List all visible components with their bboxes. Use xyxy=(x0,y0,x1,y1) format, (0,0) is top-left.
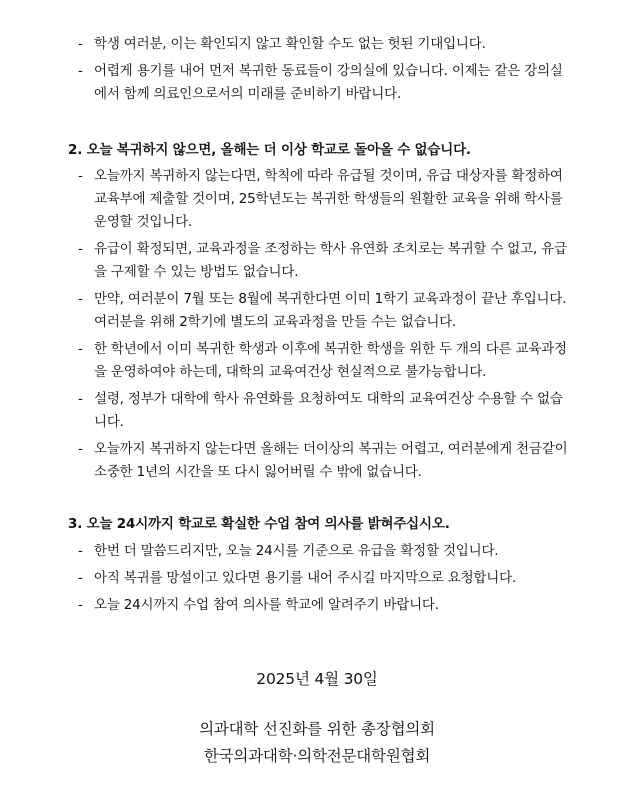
section-3-heading: 3. 오늘 24시까지 학교로 확실한 수업 참여 의사를 밝혀주십시오. xyxy=(68,516,450,532)
bullet-dash: - xyxy=(78,391,83,407)
bullet-text: 한 학년에서 이미 복귀한 학생과 이후에 복귀한 학생을 위한 두 개의 다른 교육과정을 운영하여야 하는데, 대학의 교육여건상 현실적으로 불가능합니다. xyxy=(94,341,567,380)
bullet-text: 어렵게 용기를 내어 먼저 복귀한 동료들이 강의실에 있습니다. 이제는 같은 강의실에서 함께 의료인으로서의 미래를 준비하기 바랍니다. xyxy=(94,63,563,102)
section-2-bullet-item xyxy=(0,165,634,234)
bullet-dash: - xyxy=(78,543,83,559)
section-3-bullet-item xyxy=(0,594,634,617)
intro-bullet-item xyxy=(0,33,634,56)
bullet-dash: - xyxy=(78,63,83,79)
section-2-bullet-item xyxy=(0,338,634,384)
bullet-dash: - xyxy=(78,341,83,357)
document-date: 2025년 4월 30일 xyxy=(256,670,378,688)
intro-bullet-item xyxy=(0,60,634,106)
bullet-text: 유급이 확정되면, 교육과정을 조정하는 학사 유연화 조치로는 복귀할 수 없고, 유급을 구제할 수 있는 방법도 없습니다. xyxy=(94,241,567,280)
bullet-text: 오늘까지 복귀하지 않는다면 올해는 더이상의 복귀는 어렵고, 여러분에게 천금같이 소중한 1년의 시간을 또 다시 잃어버릴 수 밖에 없습니다. xyxy=(94,441,568,480)
bullet-dash: - xyxy=(78,441,83,457)
bullet-dash: - xyxy=(78,597,83,613)
intro-bullet-list xyxy=(0,33,634,110)
section-2-bullet-item xyxy=(0,388,634,434)
bullet-text: 만약, 여러분이 7월 또는 8월에 복귀한다면 이미 1학기 교육과정이 끝난 후입니다. 여러분을 위해 2학기에 별도의 교육과정을 만들 수는 없습니다. xyxy=(94,291,567,330)
section-3-bullet-list xyxy=(0,540,634,621)
issuer-organization-2: 한국의과대학·의학전문대학원협회 xyxy=(203,747,431,765)
bullet-dash: - xyxy=(78,291,83,307)
bullet-text: 학생 여러분, 이는 확인되지 않고 확인할 수도 없는 헛된 기대입니다. xyxy=(94,36,486,52)
section-2-bullet-item xyxy=(0,288,634,334)
section-2-heading: 2. 오늘 복귀하지 않으면, 올해는 더 이상 학교로 돌아올 수 없습니다. xyxy=(68,142,471,158)
section-2-bullet-item xyxy=(0,438,634,484)
bullet-text: 설령, 정부가 대학에 학사 유연화를 요청하여도 대학의 교육여건상 수용할 수 없습니다. xyxy=(94,391,563,430)
bullet-dash: - xyxy=(78,241,83,257)
bullet-dash: - xyxy=(78,570,83,586)
bullet-text: 한번 더 말씀드리지만, 오늘 24시를 기준으로 유급을 확정할 것입니다. xyxy=(94,543,499,559)
bullet-text: 오늘까지 복귀하지 않는다면, 학칙에 따라 유급될 것이며, 유급 대상자를 확정하여 교육부에 제출할 것이며, 25학년도는 복귀한 학생들의 원활한 교육을 위해 학사를 운영할 것입니다. xyxy=(94,168,563,230)
bullet-text: 오늘 24시까지 수업 참여 의사를 학교에 알려주기 바랍니다. xyxy=(94,597,439,613)
issuer-organization-1: 의과대학 선진화를 위한 총장협의회 xyxy=(199,720,435,738)
section-3-bullet-item xyxy=(0,567,634,590)
bullet-dash: - xyxy=(78,168,83,184)
section-2-bullet-item xyxy=(0,238,634,284)
bullet-dash: - xyxy=(78,36,83,52)
section-2-bullet-list xyxy=(0,165,634,488)
bullet-text: 아직 복귀를 망설이고 있다면 용기를 내어 주시길 마지막으로 요청합니다. xyxy=(94,570,517,586)
section-3-bullet-item xyxy=(0,540,634,563)
